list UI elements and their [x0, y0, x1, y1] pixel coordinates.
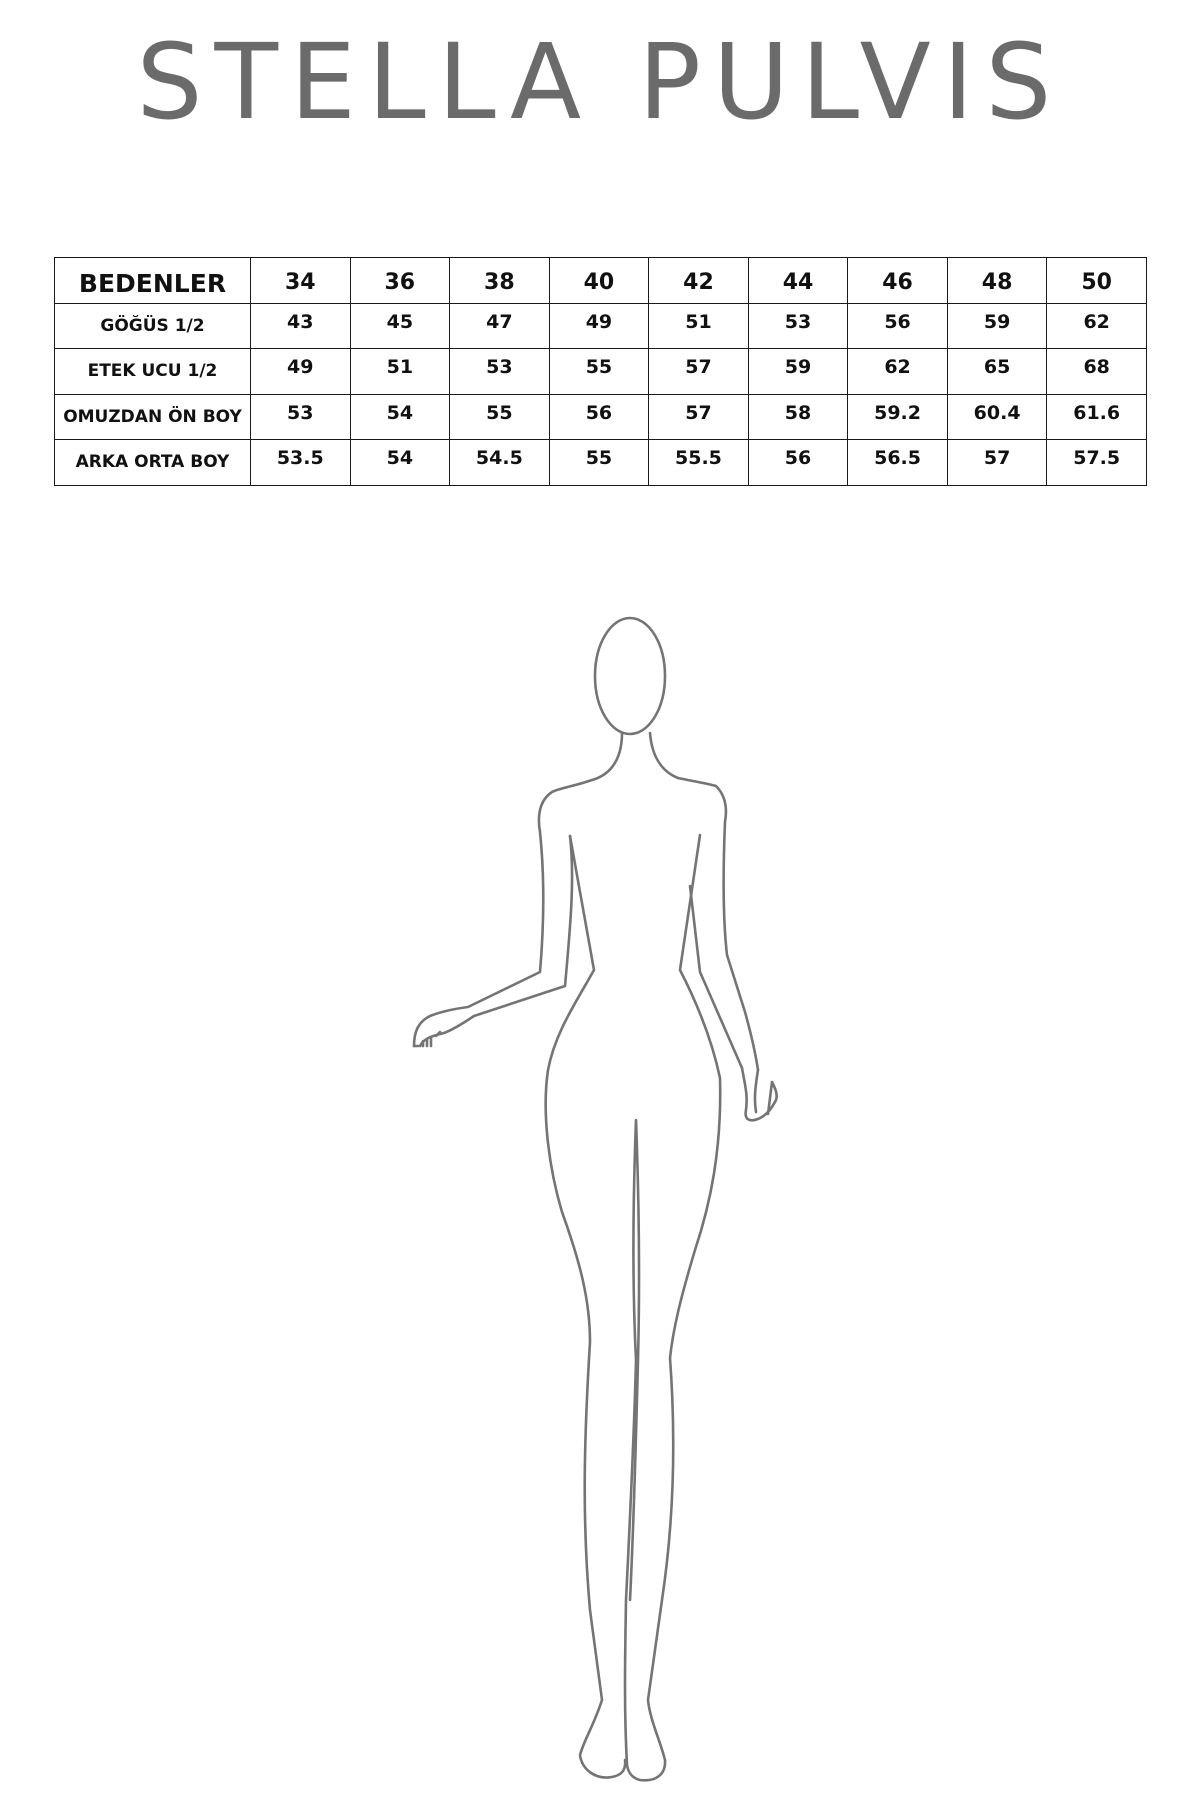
measurement-cell: 62 [848, 349, 948, 395]
brand-wordmark [0, 28, 1200, 128]
figure-neck-right [650, 733, 678, 778]
measurement-cell: 61.6 [1047, 394, 1147, 440]
figure-left-arm-inner [420, 836, 572, 1046]
measurement-cell: 55.5 [649, 440, 749, 486]
measurement-cell: 56 [848, 303, 948, 349]
measurement-cell: 53 [251, 394, 351, 440]
sizes-header-label: BEDENLER [55, 258, 251, 304]
measurement-cell: 53.5 [251, 440, 351, 486]
row-label: GÖĞÜS 1/2 [55, 303, 251, 349]
measurement-cell: 59 [947, 303, 1047, 349]
measurement-cell: 51 [649, 303, 749, 349]
figure-inner-legs [625, 1120, 639, 1765]
row-label: ETEK UCU 1/2 [55, 349, 251, 395]
size-header-cell: 40 [549, 258, 649, 304]
brand-logo [0, 28, 1200, 128]
figure-torso-left [546, 836, 625, 1778]
figure-left-hand [414, 1032, 440, 1046]
size-header-cell: 50 [1047, 258, 1147, 304]
measurement-cell: 45 [350, 303, 450, 349]
figure-torso-right [627, 835, 720, 1780]
measurement-cell: 53 [748, 303, 848, 349]
measurement-cell: 56 [748, 440, 848, 486]
measurement-cell: 60.4 [947, 394, 1047, 440]
measurement-cell: 57.5 [1047, 440, 1147, 486]
size-chart-table [54, 257, 1147, 486]
measurement-cell: 53 [450, 349, 550, 395]
size-header-cell: 38 [450, 258, 550, 304]
measurement-cell: 51 [350, 349, 450, 395]
size-header-row [55, 258, 1147, 304]
measurement-cell: 55 [549, 440, 649, 486]
measurement-cell: 65 [947, 349, 1047, 395]
measurement-cell: 49 [549, 303, 649, 349]
measurement-cell: 49 [251, 349, 351, 395]
figure-right-hand [742, 1068, 777, 1120]
measurement-row-front-length [55, 394, 1147, 440]
measurement-cell: 59.2 [848, 394, 948, 440]
measurement-cell: 62 [1047, 303, 1147, 349]
measurement-row-bust [55, 303, 1147, 349]
brand-name: STELLA PULVIS [136, 28, 1064, 128]
size-header-cell: 36 [350, 258, 450, 304]
measurement-cell: 43 [251, 303, 351, 349]
row-label: ARKA ORTA BOY [55, 440, 251, 486]
measurement-row-back-length [55, 440, 1147, 486]
measurement-cell: 55 [549, 349, 649, 395]
measurement-cell: 57 [649, 394, 749, 440]
size-header-cell: 42 [649, 258, 749, 304]
figure-right-arm-outer [678, 778, 758, 1070]
measurement-row-hem [55, 349, 1147, 395]
row-label: OMUZDAN ÖN BOY [55, 394, 251, 440]
size-header-cell: 48 [947, 258, 1047, 304]
measurement-cell: 55 [450, 394, 550, 440]
measurement-cell: 56 [549, 394, 649, 440]
measurement-cell: 57 [947, 440, 1047, 486]
croquis-drawing [400, 612, 800, 1800]
figure-neck-left [592, 733, 622, 780]
size-header-cell: 44 [748, 258, 848, 304]
measurement-cell: 56.5 [848, 440, 948, 486]
figure-head [595, 618, 665, 734]
measurement-cell: 57 [649, 349, 749, 395]
size-header-cell: 46 [848, 258, 948, 304]
measurement-cell: 68 [1047, 349, 1147, 395]
fashion-croquis-figure-icon [400, 612, 800, 1800]
measurement-cell: 58 [748, 394, 848, 440]
size-header-cell: 34 [251, 258, 351, 304]
measurement-cell: 47 [450, 303, 550, 349]
measurement-cell: 59 [748, 349, 848, 395]
measurement-cell: 54 [350, 394, 450, 440]
measurement-cell: 54 [350, 440, 450, 486]
measurement-cell: 54.5 [450, 440, 550, 486]
